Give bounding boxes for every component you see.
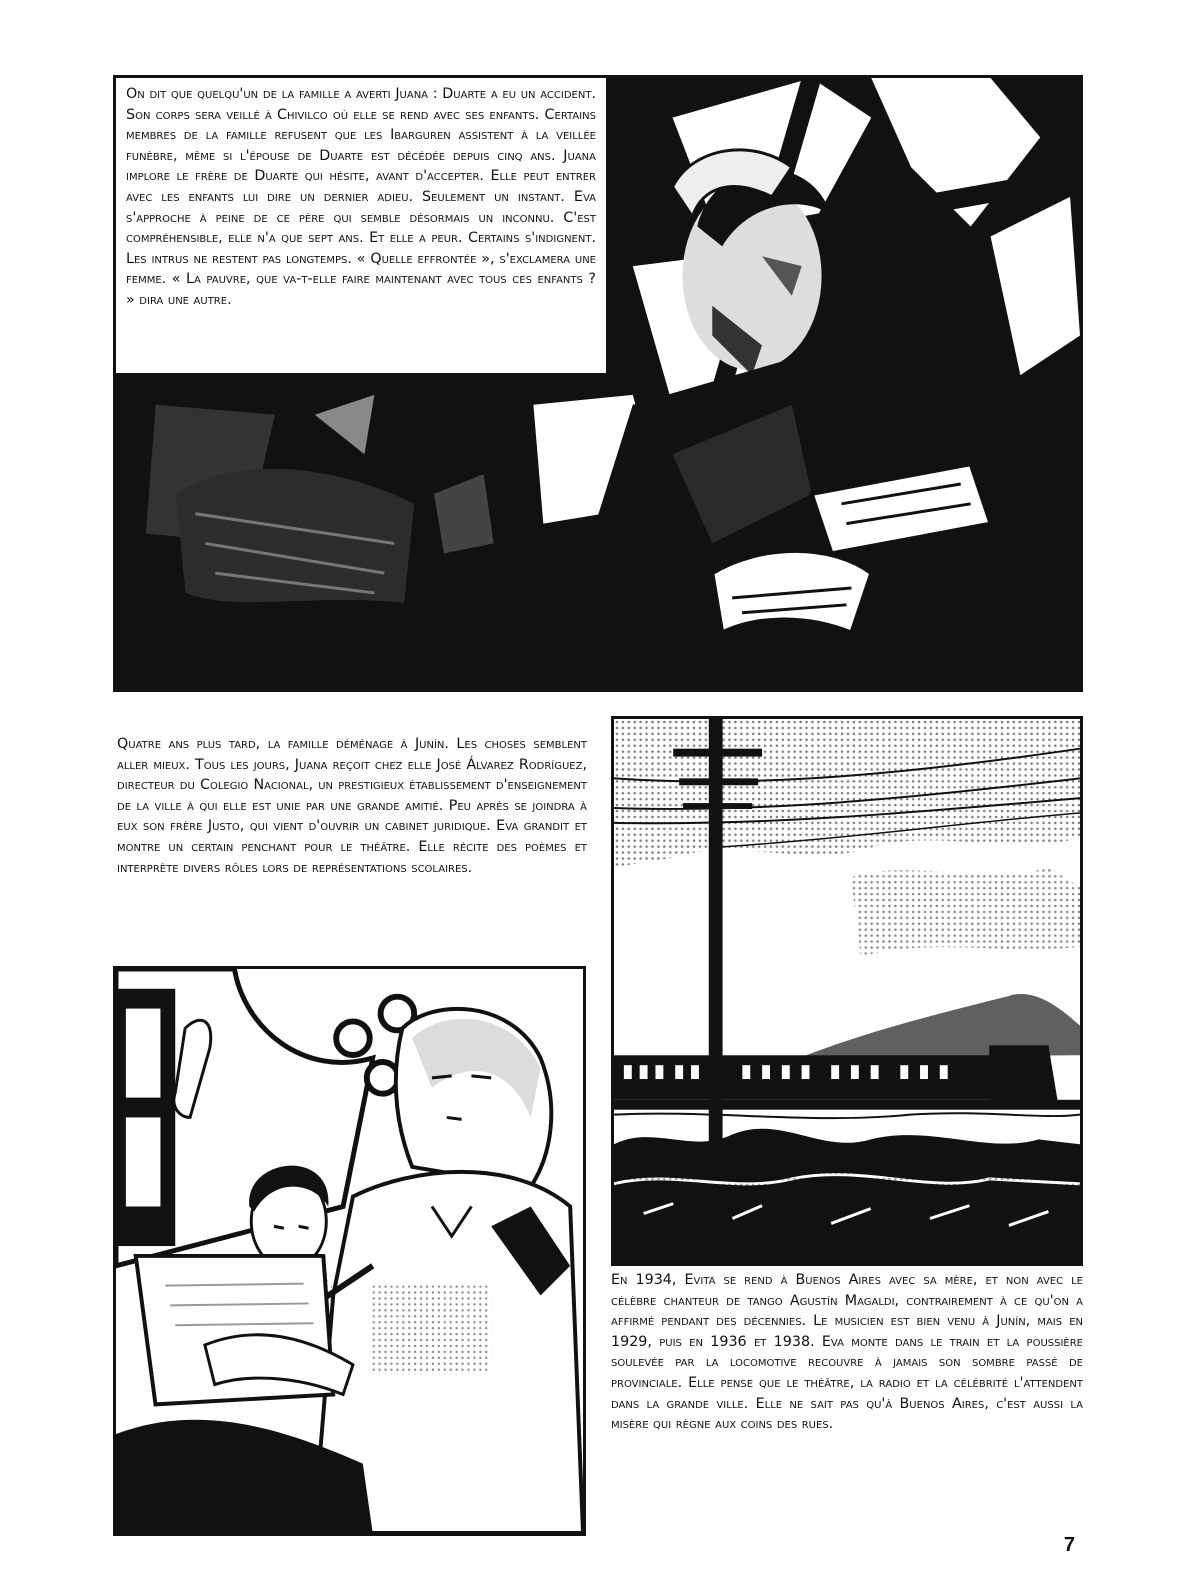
illustration-theatre: [116, 969, 583, 1533]
page-number: 7: [1063, 1534, 1075, 1556]
panel-mourning-man: [113, 75, 1083, 692]
panel-caption: On dit que quelqu'un de la famille a averti Juana : Duarte a eu un accident. Son corps sera veillé à Chivilco où elle se rend avec ses enfants. Certains membres de la famille refusent que les Ibarguren assistent à la veillée funèbre, même si l'épouse de Duarte est décédée depuis cinq ans. Juana implore le frère de Duarte qui hésite, avant d'accepter. Elle peut entrer avec les enfants lui dire un dernier adieu. Seulement un instant. Eva s'approche à peine de ce père qui semble désormais un inconnu. C'est compréhensible, elle n'a que sept ans. Et elle a peur. Certains s'indignent. Les intrus ne restent pas longtemps. « Quelle effrontée », s'exclamera une femme. « La pauvre, que va-t-elle faire maintenant avec tous ces enfants ? » dira une autre.: [116, 78, 608, 375]
panel-theatre: [113, 966, 586, 1536]
narrative-text-buenos-aires: En 1934, Evita se rend à Buenos Aires avec sa mère, et non avec le célèbre chanteur de tango Agustín Magaldi, contrairement à ce qu'on a affirmé pendant des décennies. Le musicien est bien venu à Junín, mais en 1929, puis en 1936 et 1938. Eva monte dans le train et la poussière soulevée par la locomotive recouvre à jamais son sombre passé de provinciale. Elle pense que le théâtre, la radio et la célébrité l'attendent dans la grande ville. Elle ne sait pas qu'à Buenos Aires, c'est aussi la misère qui règne aux coins des rues.: [611, 1272, 1083, 1433]
panel-train: [611, 716, 1083, 1266]
illustration-train: [614, 719, 1080, 1263]
narrative-text-junin: Quatre ans plus tard, la famille déménage à Junín. Les choses semblent aller mieux. Tous les jours, Juana reçoit chez elle José Álvarez Rodríguez, directeur du Colegio Nacional, un prestigieux établissement d'enseignement de la ville à qui elle est unie par une grande amitié. Peu après se joindra à eux son frère Justo, qui vient d'ouvrir un cabinet juridique. Eva grandit et montre un certain penchant pour le théâtre. Elle récite des poèmes et interprète divers rôles lors de représentations scolaires.: [117, 736, 587, 876]
